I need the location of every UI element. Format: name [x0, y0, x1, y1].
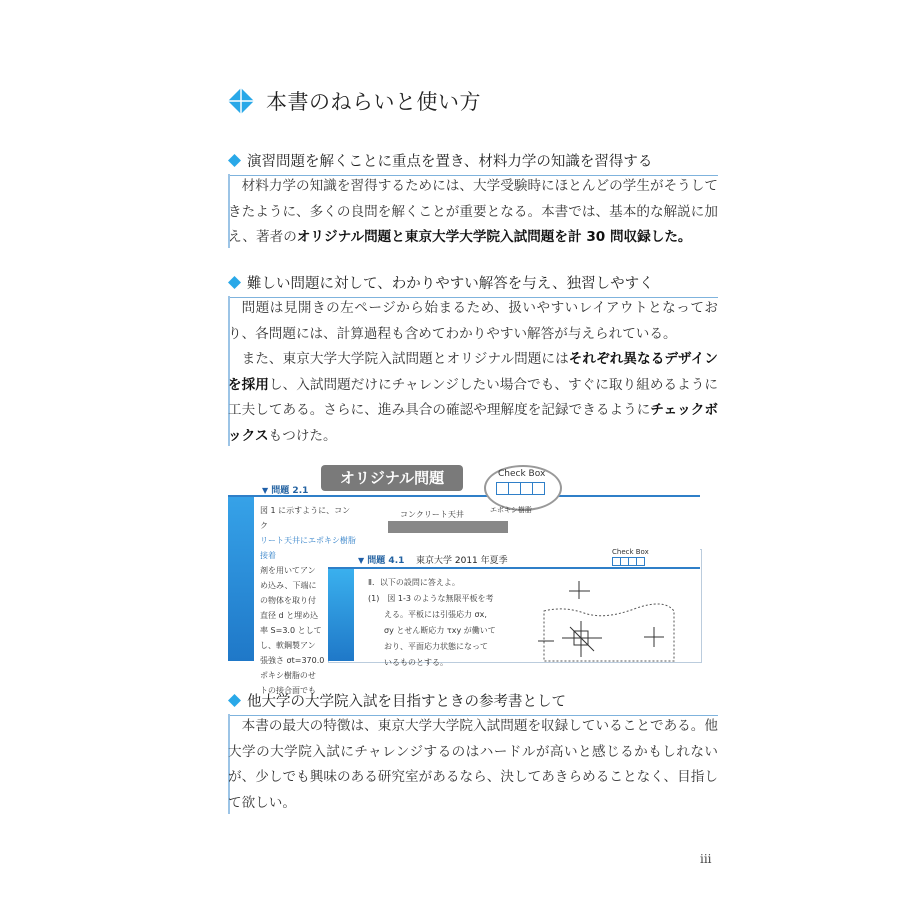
concrete-block [388, 521, 508, 533]
diamond-bullet-icon [228, 276, 241, 289]
front-checkbox-title: Check Box [612, 548, 649, 556]
front-page-text: Ⅱ．以下の設問に答えよ。 (1) 図 1-3 のような無限平板を考 える。平板には引張応力 σx, σy とせん断応力 τxy が働いて おり、平面応力状態になって いるものとする。 [368, 578, 496, 667]
section-heading-1 [228, 150, 718, 176]
back-problem-label: ▼ 問題 2.1 [262, 486, 309, 496]
section-heading-text: 他大学の大学院入試を目指すときの参考書として [247, 694, 566, 710]
back-page-sidebar [228, 497, 254, 661]
diamond-icon [228, 88, 254, 114]
front-problem-title: 東京大学 2011 年夏季 [416, 556, 508, 566]
diamond-bullet-icon [228, 154, 241, 167]
checkbox-title: Check Box [498, 469, 546, 479]
epoxy-label: エポキシ樹脂 [490, 506, 532, 514]
chapter-title-row [228, 86, 481, 116]
front-checkbox-cells [612, 557, 644, 566]
chapter-title: 本書のねらいと使い方 [266, 90, 481, 114]
triangle-icon: ▼ [358, 556, 365, 565]
section-heading-text: 演習問題を解くことに重点を置き、材料力学の知識を習得する [247, 154, 653, 170]
front-problem-label: ▼ 問題 4.1 [358, 556, 405, 566]
sample-page-figure [228, 463, 700, 695]
section-2-paragraph-2: また、東京大学大学院入試問題とオリジナル問題にはそれぞれ異なるデザインを採用し、入試問題だけにチャレンジしたい場合でも、すぐに取り組めるように工夫してある。さらに、進み具合の確認や理解度を記録できるようにチェックボックスもつけた。 [228, 351, 719, 444]
section-2-paragraph-1: 問題は見開きの左ページから始まるため、扱いやすいレイアウトとなっており、各問題には、計算過程も含めてわかりやすい解答が与えられている。 [228, 300, 718, 342]
page-number: iii [700, 852, 712, 866]
original-problem-badge: オリジナル問題 [321, 465, 463, 491]
stress-plate-diagram [524, 581, 694, 661]
section-1-paragraph: 材料力学の知識を習得するためには、大学受験時にほとんどの学生がそうしてきたように、多くの良問を解くことが重要となる。本書では、基本的な解説に加え、著者のオリジナル問題と東京大学大学院入試問題を計 30 問収録した。 [228, 178, 718, 245]
triangle-icon: ▼ [262, 486, 269, 495]
concrete-label: コンクリート天井 [400, 510, 464, 519]
checkbox-cells [496, 482, 544, 495]
section-heading-3 [228, 690, 718, 716]
section-3-paragraph: 本書の最大の特徴は、東京大学大学院入試問題を収録していることである。他大学の大学院入試にチャレンジするのはハードルが高いと感じるかもしれないが、少しでも興味のある研究室があるなら、決してあきらめることなく、目指して欲しい。 [228, 718, 718, 811]
diamond-bullet-icon [228, 694, 241, 707]
section-heading-text: 難しい問題に対して、わかりやすい解答を与え、独習しやすく [247, 276, 654, 292]
back-page-text: 図 1 に示すように、コンク リート天井にエポキシ樹脂接着 剤を用いてアン め込み、下端に の物体を取り付 直径 d と埋め込 率 S=3.0 として し、軟鋼製アン 張強さ σt=370.0 ポキシ樹脂のせ トの接合面でも [260, 506, 356, 695]
front-page-sidebar [328, 569, 354, 661]
section-heading-2 [228, 272, 718, 298]
